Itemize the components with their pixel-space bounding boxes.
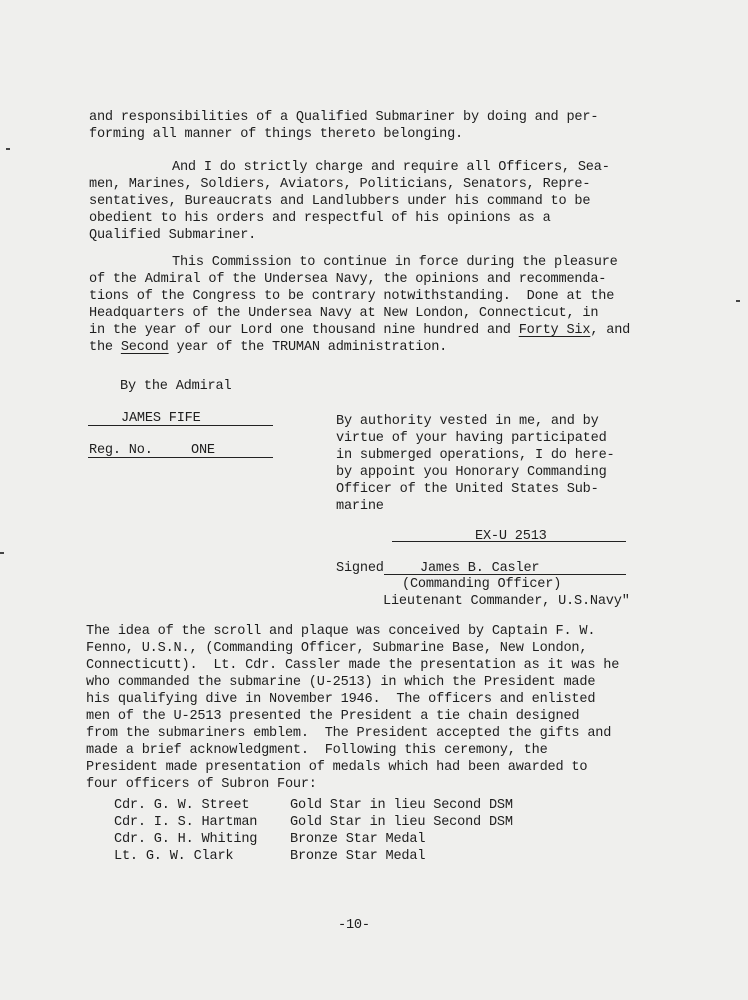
narrative-line: men of the U-2513 presented the President a tie chain designed bbox=[86, 709, 580, 724]
medal-officer: Cdr. G. W. Street bbox=[114, 798, 250, 813]
admin-underlined: Second bbox=[120, 340, 169, 355]
charge-line: men, Marines, Soldiers, Aviators, Politicians, Senators, Repre- bbox=[89, 177, 591, 192]
authority-line: Officer of the United States Sub- bbox=[336, 482, 599, 497]
authority-line: By authority vested in me, and by bbox=[336, 414, 599, 429]
narrative-line: four officers of Subron Four: bbox=[86, 777, 317, 792]
year-underlined: Forty Six bbox=[518, 323, 591, 338]
reg-value: ONE bbox=[191, 443, 215, 458]
submarine-name: EX-U 2513 bbox=[475, 529, 547, 544]
margin-mark bbox=[6, 148, 10, 150]
admin-suffix: year of the TRUMAN administration. bbox=[168, 340, 448, 355]
medal-award: Gold Star in lieu Second DSM bbox=[290, 815, 513, 830]
signed-role: (Commanding Officer) bbox=[402, 577, 562, 592]
narrative-line: his qualifying dive in November 1946. The officers and enlisted bbox=[86, 692, 596, 707]
intro-line: forming all manner of things thereto belonging. bbox=[89, 127, 464, 142]
admin-prefix: the bbox=[89, 340, 121, 355]
commission-admin-line bbox=[89, 339, 447, 356]
commission-line: Headquarters of the Undersea Navy at New London, Connecticut, in bbox=[89, 306, 599, 321]
charge-line: And I do strictly charge and require all Officers, Sea- bbox=[172, 160, 610, 175]
margin-mark bbox=[0, 552, 4, 554]
narrative-line: Fenno, U.S.N., (Commanding Officer, Submarine Base, New London, bbox=[86, 641, 588, 656]
signed-label: Signed bbox=[336, 561, 384, 576]
intro-line: and responsibilities of a Qualified Submariner by doing and per- bbox=[89, 110, 599, 125]
year-text: in the year of our Lord one thousand nine hundred and bbox=[89, 323, 519, 338]
medal-award: Gold Star in lieu Second DSM bbox=[290, 798, 513, 813]
by-the-admiral: By the Admiral bbox=[120, 379, 232, 394]
charge-line: Qualified Submariner. bbox=[89, 228, 257, 243]
medal-award: Bronze Star Medal bbox=[290, 832, 426, 847]
signed-name: James B. Casler bbox=[420, 561, 540, 576]
reg-rule bbox=[88, 457, 273, 458]
year-suffix: , and bbox=[590, 323, 631, 338]
signed-rank: Lieutenant Commander, U.S.Navy" bbox=[383, 594, 630, 609]
medal-officer: Cdr. G. H. Whiting bbox=[114, 832, 258, 847]
medal-officer: Lt. G. W. Clark bbox=[114, 849, 234, 864]
narrative-line: made a brief acknowledgment. Following this ceremony, the bbox=[86, 743, 548, 758]
narrative-line: The idea of the scroll and plaque was conceived by Captain F. W. bbox=[86, 624, 596, 639]
charge-line: sentatives, Bureaucrats and Landlubbers under his command to be bbox=[89, 194, 591, 209]
authority-line: virtue of your having participated bbox=[336, 431, 607, 446]
medal-officer: Cdr. I. S. Hartman bbox=[114, 815, 258, 830]
commission-line: This Commission to continue in force during the pleasure bbox=[172, 255, 618, 270]
narrative-line: who commanded the submarine (U-2513) in which the President made bbox=[86, 675, 596, 690]
commission-line: of the Admiral of the Undersea Navy, the opinions and recommenda- bbox=[89, 272, 607, 287]
charge-line: obedient to his orders and respectful of his opinions as a bbox=[89, 211, 551, 226]
narrative-line: Connecticutt). Lt. Cdr. Cassler made the presentation as it was he bbox=[86, 658, 620, 673]
authority-line: marine bbox=[336, 499, 384, 514]
submarine-rule bbox=[392, 541, 626, 542]
commission-year-line bbox=[89, 322, 630, 339]
page-number: -10- bbox=[338, 918, 370, 933]
commission-line: tions of the Congress to be contrary notwithstanding. Done at the bbox=[89, 289, 615, 304]
authority-line: in submerged operations, I do here- bbox=[336, 448, 615, 463]
admiral-name: JAMES FIFE bbox=[121, 411, 201, 426]
reg-label: Reg. No. bbox=[89, 443, 153, 458]
medal-award: Bronze Star Medal bbox=[290, 849, 426, 864]
signed-rule bbox=[384, 574, 626, 575]
authority-line: by appoint you Honorary Commanding bbox=[336, 465, 607, 480]
narrative-line: President made presentation of medals which had been awarded to bbox=[86, 760, 588, 775]
narrative-line: from the submariners emblem. The President accepted the gifts and bbox=[86, 726, 612, 741]
margin-mark bbox=[736, 300, 740, 302]
admiral-signature-rule bbox=[88, 425, 273, 426]
